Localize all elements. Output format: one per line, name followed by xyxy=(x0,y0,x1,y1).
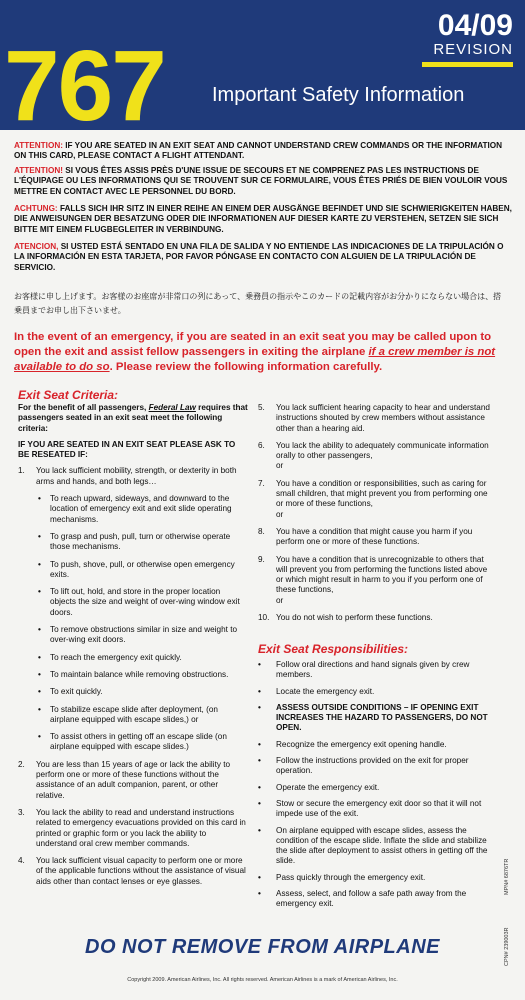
side-code: CPN# 239003R xyxy=(504,927,510,966)
responsibility-text: Follow oral directions and hand signals given by crew members. xyxy=(276,660,470,680)
bullet-text: To grasp and push, pull, turn or otherwise operate those mechanisms. xyxy=(50,531,231,552)
emergency-tail: . Please review the following information carefully. xyxy=(109,361,383,373)
criteria-item xyxy=(18,808,248,849)
bullet-dot: • xyxy=(258,798,261,808)
bullet-dot: • xyxy=(38,531,41,541)
item-text xyxy=(276,441,490,472)
bullet-text: To reach the emergency exit quickly. xyxy=(50,652,182,662)
responsibility-text: Locate the emergency exit. xyxy=(276,686,375,696)
bullet-text: To reach upward, sideways, and downward to the location of emergency exit and exit slide operating mechanisms. xyxy=(50,494,232,524)
item-body: You lack sufficient visual capacity to perform one or more of the applicable functions without the assistance of visual aids other than contact lenses or eye glasses. xyxy=(36,856,246,886)
bullet-dot: • xyxy=(258,702,261,712)
bullet-text: To maintain balance while removing obstructions. xyxy=(50,669,229,679)
item-number: 6. xyxy=(258,440,265,450)
criteria-item xyxy=(258,613,490,623)
bullet-dot: • xyxy=(258,739,261,749)
criteria-item xyxy=(18,856,248,887)
item-number: 5. xyxy=(258,403,265,412)
criteria-right-column xyxy=(258,403,490,630)
responsibility-text: Pass quickly through the emergency exit. xyxy=(276,872,426,882)
criteria-item xyxy=(258,555,490,606)
notice-text: SI USTED ESTÁ SENTADO EN UNA FILA DE SALIDA Y NO ENTIENDE LAS INDICACIONES DE LA TRIPULACIÓN O LA INFORMACIÓN EN ESTA TARJETA, POR FAVOR PÓNGASE EN CONTACTO CON ALGUIEN DE LA TRIPULACIÓN DE SERVICIO. xyxy=(14,242,504,272)
bullet-dot: • xyxy=(38,669,41,679)
notice-label: ATTENTION! xyxy=(14,166,63,175)
bullet-item xyxy=(38,532,248,553)
item-body: You are less than 15 years of age or lack the ability to perform one or more of these functions without the assistance of an adult companion, parent, or other relative. xyxy=(36,759,231,800)
bullet-dot: • xyxy=(258,825,261,835)
responsibility-item xyxy=(258,660,490,681)
copyright: Copyright 2009. American Airlines, Inc. All rights reserved. American Airlines is a mark of American Airlines, Inc. xyxy=(127,977,398,983)
responsibility-item xyxy=(258,783,490,793)
bullet-item xyxy=(38,705,248,726)
bullet-text: To assist others in getting off an escape slide (on airplane equipped with escape slides.) xyxy=(50,732,227,752)
criteria-intro xyxy=(18,403,248,434)
item-or: or xyxy=(276,595,284,605)
responsibility-text: On airplane equipped with escape slides, assess the condition of the escape slide. Inflate the slide and stabilize the slide after deployment to assist others in getting off the slide. xyxy=(276,825,488,866)
bullet-item xyxy=(38,587,248,618)
bullet-dot: • xyxy=(258,872,261,882)
notice-french xyxy=(14,166,514,197)
item-text xyxy=(276,613,490,623)
notice-japanese: お客様に申し上げます。お客様のお座席が非常口の列にあって、乗務員の指示やこのカードの記載内容がお分かりにならない場合は、搭乗員までお申し出下さいませ。 xyxy=(14,292,502,315)
responsibility-item xyxy=(258,889,490,910)
bullet-dot: • xyxy=(38,704,41,714)
item-number: 3. xyxy=(18,807,25,817)
responsibilities-title: Exit Seat Responsibilities: xyxy=(258,642,409,656)
federal-law: Federal Law xyxy=(148,403,196,412)
bullet-item xyxy=(38,560,248,581)
notice-german xyxy=(14,204,514,235)
responsibility-item xyxy=(258,873,490,883)
item-body: You lack the ability to adequately communicate information orally to other passengers, xyxy=(276,440,489,461)
item-body: You lack the ability to read and understand instructions related to emergency evacuations provided on this card in printed or graphic form or you lack the ability to understand oral crew member commands. xyxy=(36,807,246,848)
criteria-title: Exit Seat Criteria: xyxy=(18,388,119,402)
notice-label: ATENCION, xyxy=(14,242,59,251)
bullet-text: To stabilize escape slide after deployment, (on airplane equipped with escape slides,) or xyxy=(50,704,218,724)
intro-text: For the benefit of all passengers, xyxy=(18,403,149,412)
item-text xyxy=(36,856,248,887)
item-number: 10. xyxy=(258,613,270,623)
responsibility-item xyxy=(258,756,490,777)
bullet-dot: • xyxy=(38,652,41,662)
revision-number: 04/09 xyxy=(437,9,513,42)
bullet-dot: • xyxy=(38,494,41,504)
item-text xyxy=(276,555,490,606)
item-text: You lack sufficient mobility, strength, or dexterity in both arms and hands, and both legs… xyxy=(36,466,237,486)
item-number: 1. xyxy=(18,466,25,476)
item-number: 2. xyxy=(18,759,25,769)
item-or: or xyxy=(276,461,284,471)
criteria-item xyxy=(18,466,248,487)
emergency-notice xyxy=(14,330,510,375)
bullet-dot: • xyxy=(258,782,261,792)
side-code: MPN# 6876TR xyxy=(504,858,510,895)
item-text xyxy=(276,479,490,520)
responsibility-text: ASSESS OUTSIDE CONDITIONS – IF OPENING EXIT INCREASES THE HAZARD TO PASSENGERS, DO NOT OPEN. xyxy=(276,702,488,733)
criteria-item xyxy=(258,441,490,472)
bullet-dot: • xyxy=(258,660,261,669)
bullet-item xyxy=(38,687,248,697)
item-or: or xyxy=(276,509,284,519)
item-number: 7. xyxy=(258,478,265,488)
item-text xyxy=(276,403,490,434)
criteria-item xyxy=(258,403,490,434)
notice-text: IF YOU ARE SEATED IN AN EXIT SEAT AND CANNOT UNDERSTAND CREW COMMANDS OR THE INFORMATION ON THIS CARD, PLEASE CONTACT A FLIGHT ATTENDANT. xyxy=(14,141,503,161)
responsibility-text: Recognize the emergency exit opening handle. xyxy=(276,739,447,749)
responsibility-text: Follow the instructions provided on the exit for proper operation. xyxy=(276,756,469,776)
item-number: 9. xyxy=(258,554,265,564)
item-text xyxy=(36,760,248,801)
bullet-dot: • xyxy=(38,687,41,697)
criteria-item xyxy=(258,527,490,548)
criteria-subhead: IF YOU ARE SEATED IN AN EXIT SEAT PLEASE ASK TO BE RESEATED IF: xyxy=(18,439,236,460)
item-body: You lack sufficient hearing capacity to hear and understand instructions shouted by crew members without assistance other than a hearing aid. xyxy=(276,403,490,433)
intro-text: requires that passengers seated in an exit seat meet the following criteria: xyxy=(18,403,248,433)
notice-english xyxy=(14,141,514,162)
responsibility-item xyxy=(258,687,490,697)
emergency-main: In the event of an emergency, if you are seated in an exit seat you may be called upon to open the exit and assist fellow passengers in exiting the airplane xyxy=(14,331,492,358)
bullet-text: To push, shove, pull, or otherwise open emergency exits. xyxy=(50,559,235,579)
responsibility-item xyxy=(258,740,490,750)
bullet-dot: • xyxy=(258,756,261,766)
item-body: You do not wish to perform these functions. xyxy=(276,613,433,623)
item-body: You have a condition that is unrecognizable to others that will prevent you from performing the functions listed above or which might result in harm to you if you perform one of these functions, xyxy=(276,554,488,595)
notice-text: SI VOUS ÊTES ASSIS PRÈS D'UNE ISSUE DE SECOURS ET NE COMPRENEZ PAS LES INSTRUCTIONS DE L'ÉQUIPAGE OU LES INFORMATIONS QUI SE TROUVENT SUR CE FORMULAIRE, VOUS ÊTES PRIÉS DE BIEN VOULOIR VOUS METTRE EN CONTACT AVEC LE PERSONNEL DU BORD. xyxy=(14,166,508,196)
item-number: 8. xyxy=(258,526,265,536)
criteria-bullets xyxy=(18,494,248,753)
bullet-text: To exit quickly. xyxy=(50,687,103,697)
notice-spanish xyxy=(14,242,514,273)
bullet-text: To lift out, hold, and store in the proper location objects the size and weight of over-wing window exit doors. xyxy=(50,587,240,617)
bullet-item xyxy=(38,625,248,646)
item-body: You have a condition or responsibilities, such as caring for small children, that might prevent you from performing one or more of these functions, xyxy=(276,478,488,509)
item-number: 4. xyxy=(18,856,25,866)
item-text xyxy=(276,527,490,548)
responsibility-item xyxy=(258,799,490,820)
criteria-item xyxy=(18,760,248,801)
bullet-dot: • xyxy=(38,625,41,635)
bullet-dot: • xyxy=(38,559,41,569)
responsibility-text: Assess, select, and follow a safe path away from the emergency exit. xyxy=(276,889,467,909)
notice-text: FALLS SICH IHR SITZ IN EINER REIHE AN EINEM DER AUSGÄNGE BEFINDET UND SIE SCHWIERIGKEITEN HABEN, DIE ANWEISUNGEN DER BESATZUNG ODER DIE INFORMATIONEN AUF DIESER KARTE ZU VERSTEHEN, SETZEN SIE SICH BITTE MIT EINEM FLUGBEGLEITER IN VERBINDUNG. xyxy=(14,204,512,234)
responsibility-text: Stow or secure the emergency exit door so that it will not impede use of the exit. xyxy=(276,798,482,819)
item-body: You have a condition that might cause you harm if you perform one or more of these functions. xyxy=(276,526,473,547)
notice-label: ACHTUNG: xyxy=(14,204,58,213)
notice-label: ATTENTION: xyxy=(14,141,63,150)
responsibility-item xyxy=(258,703,490,734)
page-title: Important Safety Information xyxy=(212,84,465,106)
bullet-item xyxy=(38,653,248,663)
emergency-underline: if a crew member is not available to do so xyxy=(14,346,496,373)
bullet-text: To remove obstructions similar in size and weight to over-wing exit doors. xyxy=(50,625,238,645)
responsibility-item xyxy=(258,826,490,867)
bullet-item xyxy=(38,732,248,753)
bullet-dot: • xyxy=(38,732,41,742)
bullet-dot: • xyxy=(258,686,261,696)
do-not-remove-notice: DO NOT REMOVE FROM AIRPLANE xyxy=(85,936,440,958)
responsibility-text: Operate the emergency exit. xyxy=(276,782,380,792)
criteria-left-column xyxy=(18,403,248,894)
criteria-item xyxy=(258,479,490,520)
aircraft-model: 767 xyxy=(4,30,165,142)
bullet-dot: • xyxy=(258,889,261,899)
item-text xyxy=(36,808,248,849)
revision-underline xyxy=(422,62,513,67)
bullet-dot: • xyxy=(38,587,41,597)
bullet-item xyxy=(38,494,248,525)
criteria-items-left xyxy=(18,760,248,887)
responsibilities-list xyxy=(258,660,490,916)
bullet-item xyxy=(38,670,248,680)
revision-label: REVISION xyxy=(433,41,513,58)
criteria-items-right xyxy=(258,403,490,623)
header-banner xyxy=(0,0,525,142)
